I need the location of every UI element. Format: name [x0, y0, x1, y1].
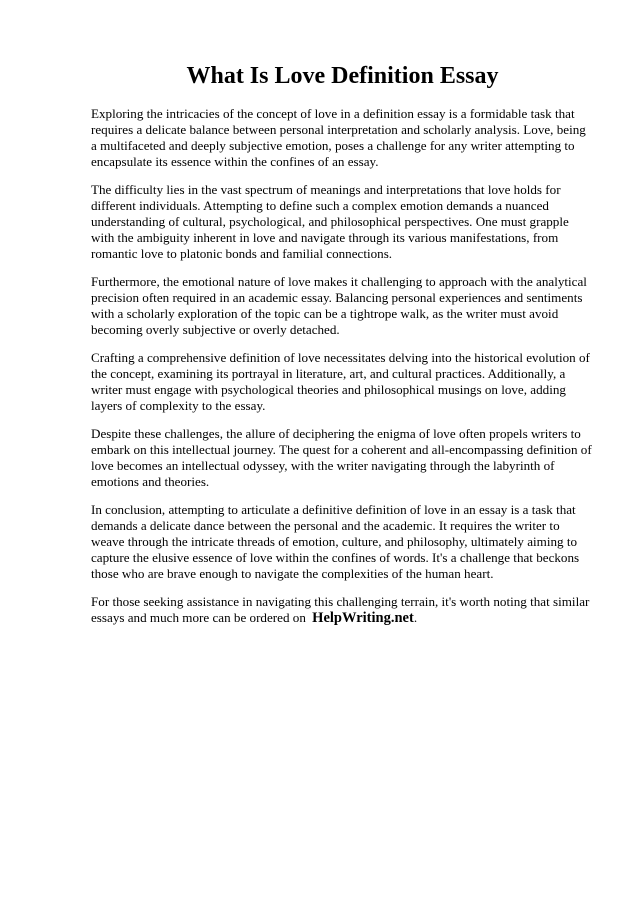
- closing-paragraph: [91, 594, 594, 626]
- page-title: What Is Love Definition Essay: [186, 63, 499, 89]
- paragraph-5: Despite these challenges, the allure of deciphering the enigma of love often propels writers to embark on this intellectual journey. The quest for a coherent and all-encompassing definition of love becomes an intellectual odyssey, with the writer navigating through the labyrinth of emotions and theories.: [91, 426, 592, 489]
- helpwriting-link[interactable]: HelpWriting.net: [312, 610, 414, 626]
- closing-text: For those seeking assistance in navigating this challenging terrain, it's worth noting that similar essays and much more can be ordered on: [91, 594, 590, 625]
- paragraph-6: In conclusion, attempting to articulate a definitive definition of love in an essay is a task that demands a delicate dance between the personal and the academic. It requires the writer to weave through the intricate threads of emotion, culture, and philosophy, ultimately aiming to capture the elusive essence of love within the confines of words. It's a challenge that beckons those who are brave enough to navigate the complexities of the human heart.: [91, 502, 580, 581]
- paragraph-4: Crafting a comprehensive definition of love necessitates delving into the historical evolution of the concept, examining its portrayal in literature, art, and cultural practices. Additionally, a writer must engage with psychological theories and philosophical musings on love, adding layers of complexity to the essay.: [91, 350, 590, 413]
- paragraph-2: The difficulty lies in the vast spectrum of meanings and interpretations that love holds for different individuals. Attempting to define such a complex emotion demands a nuanced understanding of cultural, psychological, and philosophical perspectives. One must grapple with the ambiguity inherent in love and navigate through its various manifestations, from romantic love to platonic bonds and familial connections.: [91, 182, 569, 261]
- paragraph-1: Exploring the intricacies of the concept of love in a definition essay is a formidable task that requires a delicate balance between personal interpretation and scholarly analysis. Love, being a multifaceted and deeply subjective emotion, poses a challenge for any writer attempting to encapsulate its essence within the confines of an essay.: [91, 106, 586, 169]
- paragraph-3: Furthermore, the emotional nature of love makes it challenging to approach with the analytical precision often required in an academic essay. Balancing personal experiences and sentiments with a scholarly exploration of the topic can be a tightrope walk, as the writer must avoid becoming overly subjective or overly detached.: [91, 274, 587, 337]
- closing-period: .: [413, 610, 418, 625]
